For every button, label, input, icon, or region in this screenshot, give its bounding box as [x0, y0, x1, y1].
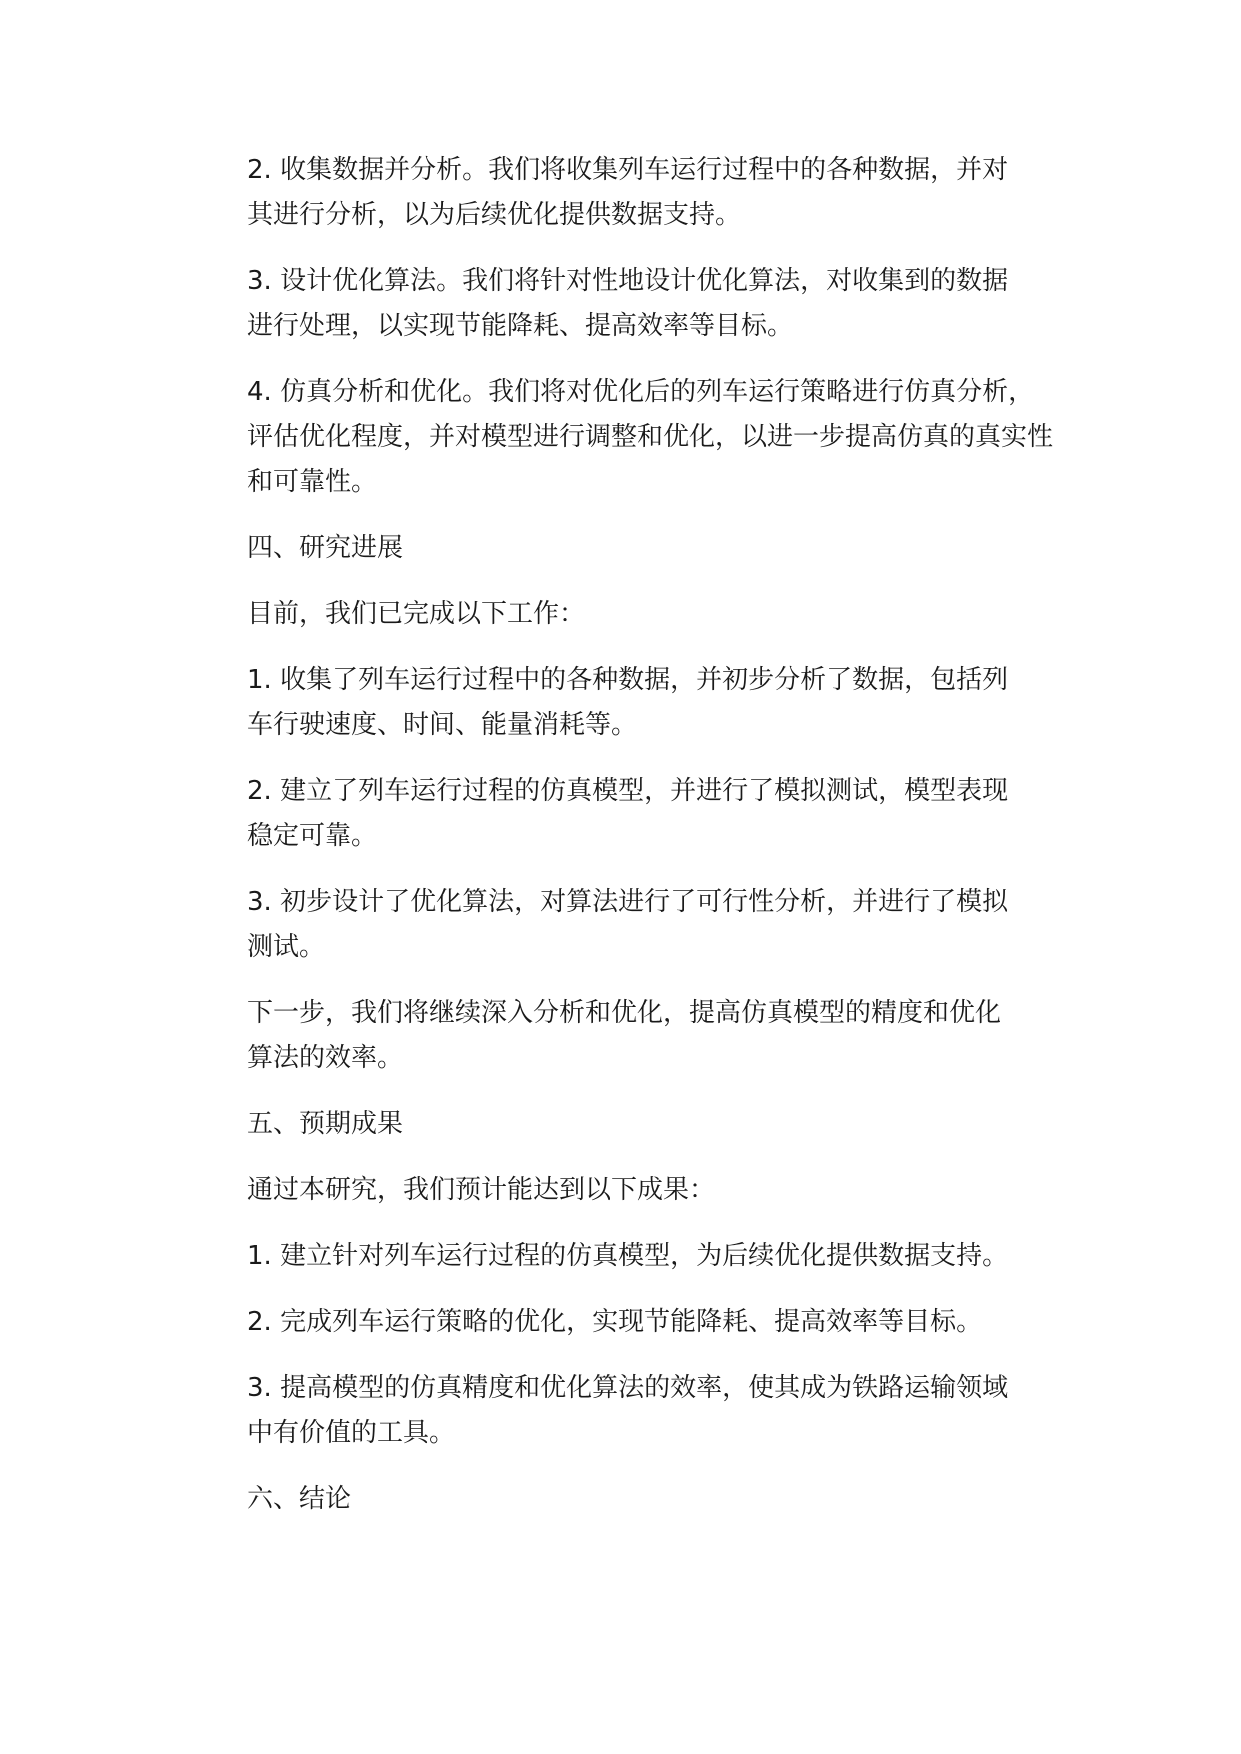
paragraph-line: 1. 收集了列车运行过程中的各种数据，并初步分析了数据，包括列	[247, 665, 1009, 695]
paragraph-line: 下一步，我们将继续深入分析和优化，提高仿真模型的精度和优化	[247, 998, 1002, 1028]
body-paragraph	[187, 259, 1067, 349]
paragraph-line: 和可靠性。	[247, 467, 378, 497]
body-paragraph	[187, 880, 1067, 970]
paragraph-line: 2. 收集数据并分析。我们将收集列车运行过程中的各种数据，并对	[247, 155, 1009, 185]
paragraph-line: 通过本研究，我们预计能达到以下成果：	[247, 1175, 716, 1205]
section-heading	[187, 526, 1067, 571]
body-paragraph	[187, 991, 1067, 1081]
paragraph-line: 车行驶速度、时间、能量消耗等。	[247, 710, 638, 740]
paragraph-line: 五、预期成果	[247, 1109, 404, 1139]
paragraph-line: 评估优化程度，并对模型进行调整和优化，以进一步提高仿真的真实性	[247, 422, 1054, 452]
body-paragraph	[187, 1366, 1067, 1456]
body-paragraph	[187, 769, 1067, 859]
paragraph-line: 其进行分析，以为后续优化提供数据支持。	[247, 200, 742, 230]
body-paragraph	[187, 1168, 1067, 1213]
paragraph-line: 3. 提高模型的仿真精度和优化算法的效率，使其成为铁路运输领域	[247, 1373, 1009, 1403]
paragraph-line: 中有价值的工具。	[247, 1418, 456, 1448]
paragraph-line: 目前，我们已完成以下工作：	[247, 599, 586, 629]
paragraph-line: 3. 初步设计了优化算法，对算法进行了可行性分析，并进行了模拟	[247, 887, 1009, 917]
paragraph-line: 3. 设计优化算法。我们将针对性地设计优化算法，对收集到的数据	[247, 266, 1009, 296]
section-heading	[187, 1102, 1067, 1147]
body-paragraph	[187, 592, 1067, 637]
body-paragraph	[187, 148, 1067, 238]
paragraph-line: 2. 完成列车运行策略的优化，实现节能降耗、提高效率等目标。	[247, 1307, 983, 1337]
paragraph-line: 六、结论	[247, 1484, 352, 1514]
paragraph-line: 1. 建立针对列车运行过程的仿真模型，为后续优化提供数据支持。	[247, 1241, 1009, 1271]
paragraph-line: 四、研究进展	[247, 533, 404, 563]
body-paragraph	[187, 1234, 1067, 1279]
paragraph-line: 2. 建立了列车运行过程的仿真模型，并进行了模拟测试，模型表现	[247, 776, 1009, 806]
paragraph-line: 算法的效率。	[247, 1043, 404, 1073]
body-paragraph	[187, 370, 1067, 505]
document-body	[187, 148, 1067, 1543]
paragraph-line: 稳定可靠。	[247, 821, 378, 851]
paragraph-line: 4. 仿真分析和优化。我们将对优化后的列车运行策略进行仿真分析，	[247, 377, 1035, 407]
paragraph-line: 进行处理，以实现节能降耗、提高效率等目标。	[247, 311, 794, 341]
body-paragraph	[187, 658, 1067, 748]
section-heading	[187, 1477, 1067, 1522]
body-paragraph	[187, 1300, 1067, 1345]
paragraph-line: 测试。	[247, 932, 326, 962]
